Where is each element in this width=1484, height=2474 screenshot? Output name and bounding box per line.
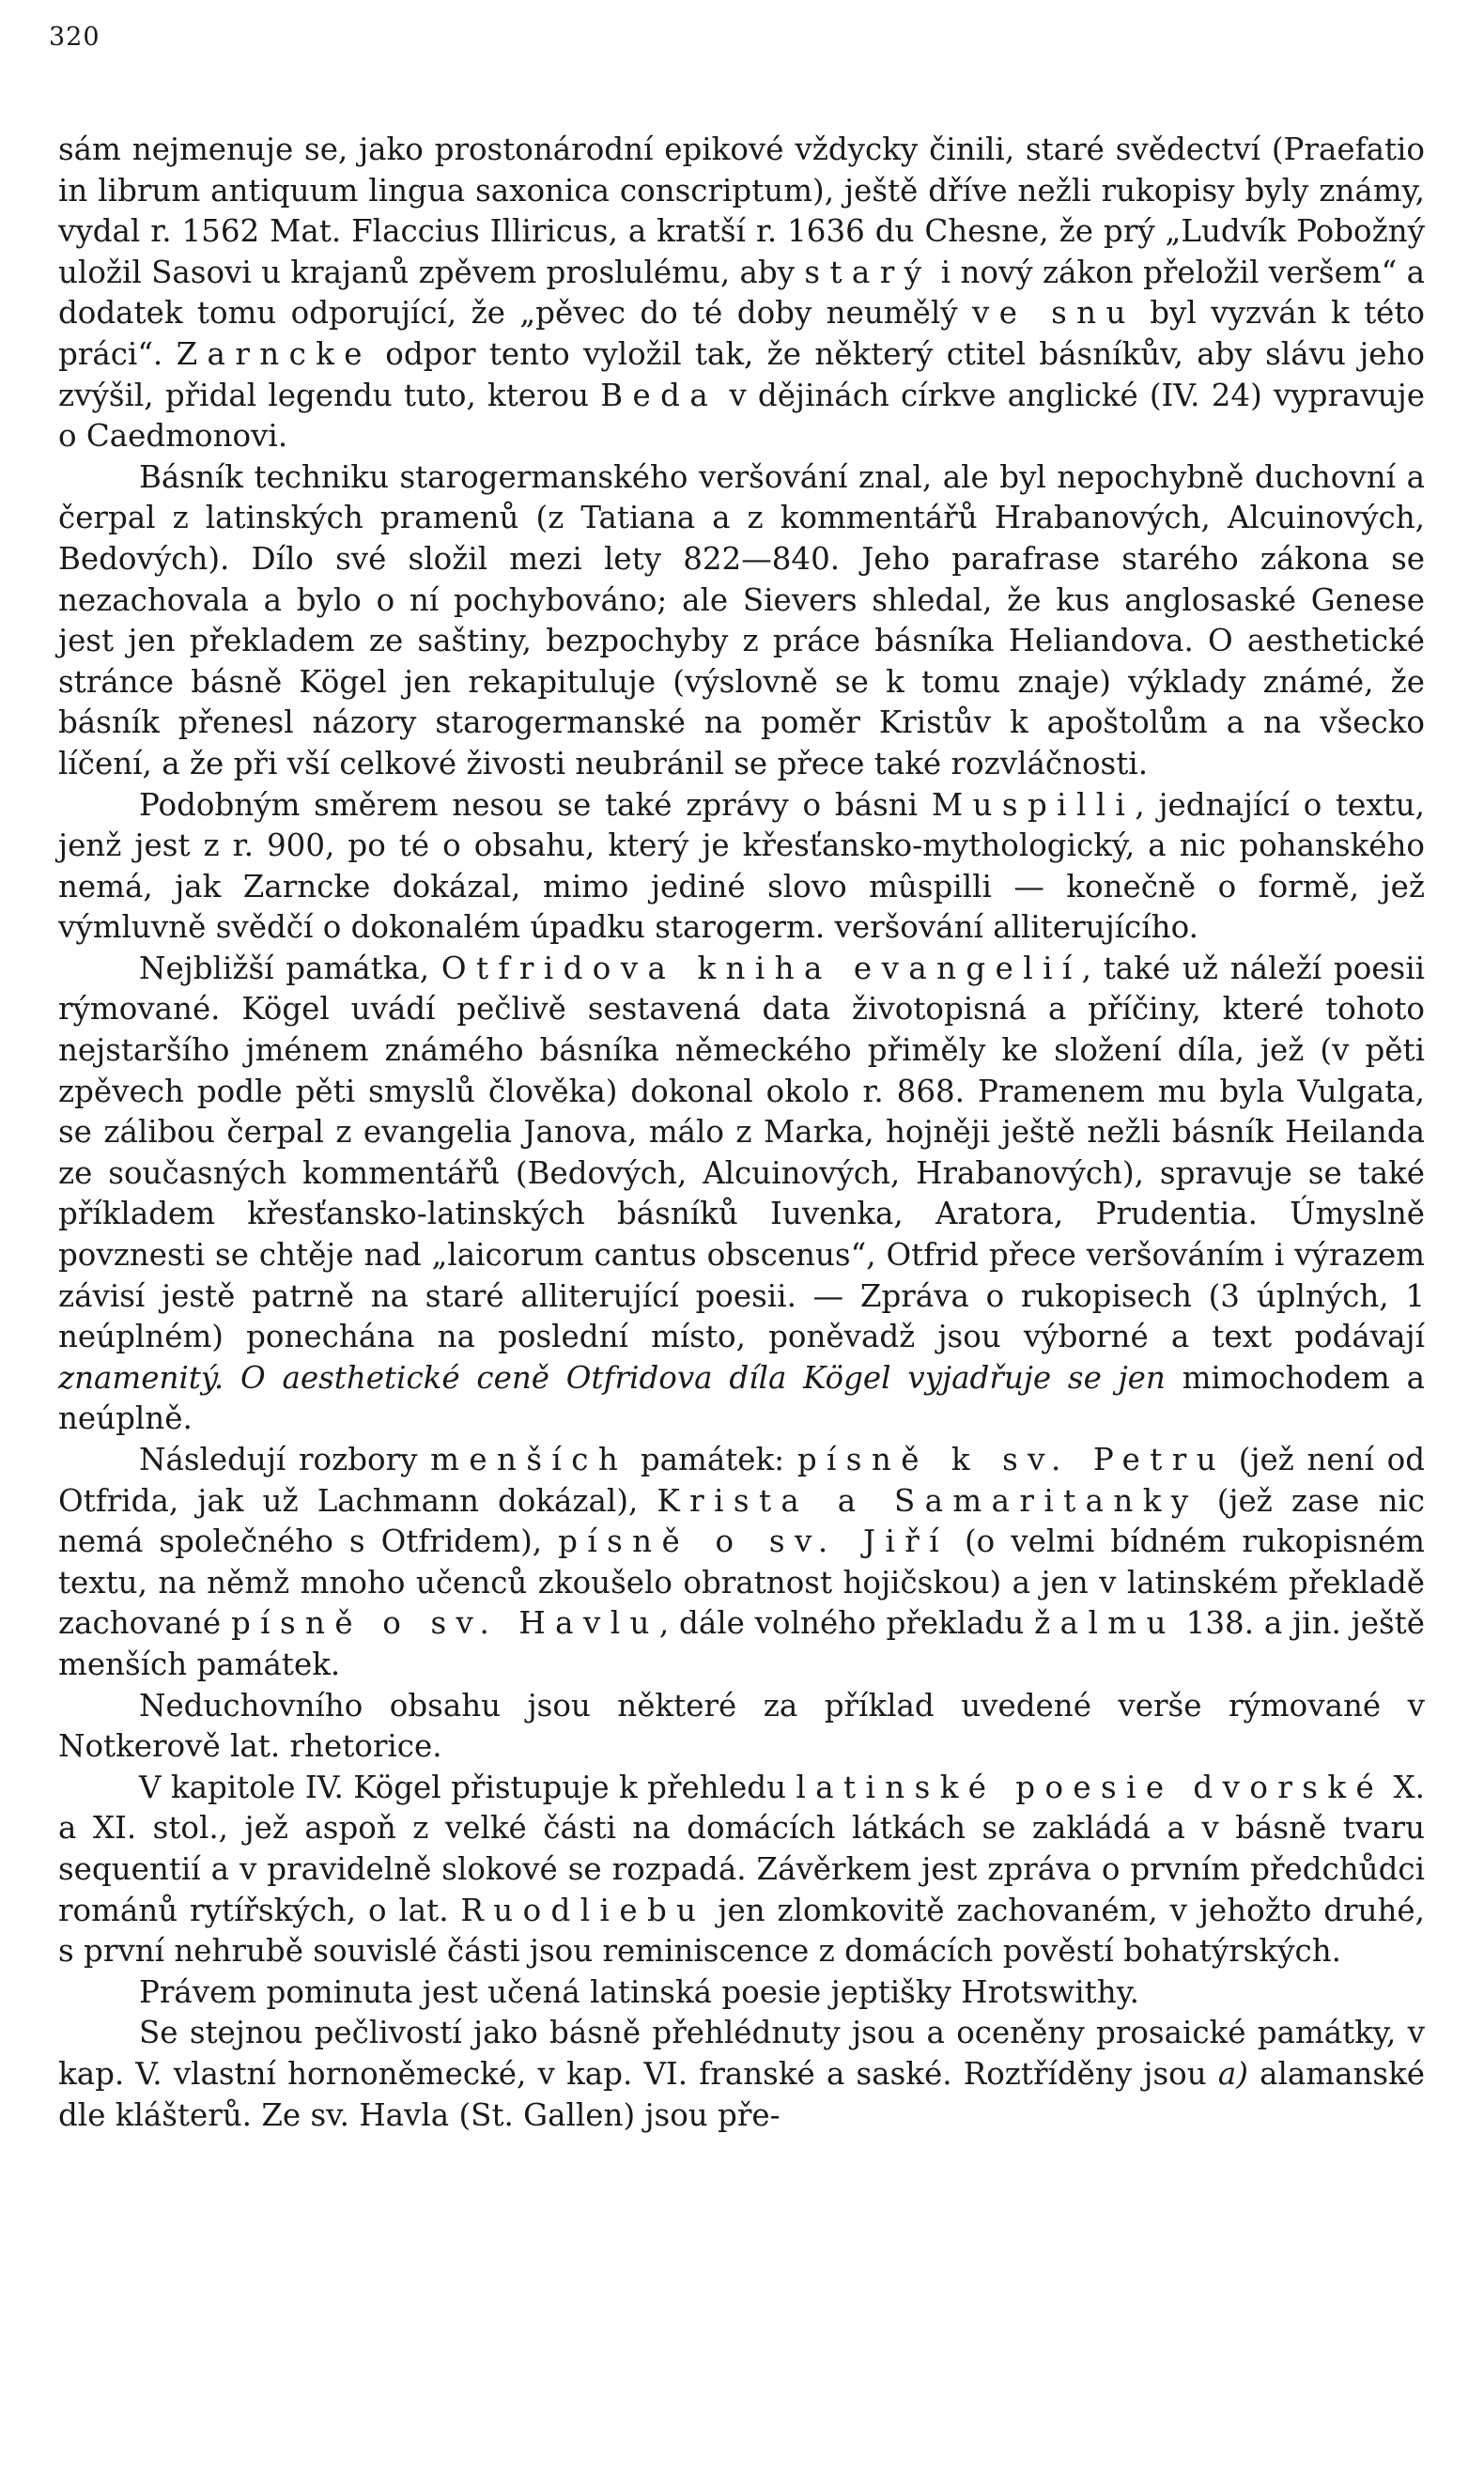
- spaced-emphasis: menších: [430, 1442, 628, 1477]
- text-run: Básník techniku starogermanského veršování znal, ale byl nepochybně duchovní a čerpal z latinských pramenů (z Tatiana a z kommentářů Hrabanových, Alcuinových, Bedových). Dílo své složil mezi lety 822—840. Jeho parafrase starého zákona se nezachovala a bylo o ní pochybováno; ale Sievers shledal, že kus anglosaské Genese jest jen překladem ze saštiny, bezpochyby z práce básníka Heliandova. O aesthetické stránce básně Kögel jen rekapituluje (výslovně se k tomu znaje) výklady známé, že básník přenesl názory starogermanské na poměr Kristův k apoštolům a na všecko líčení, a že při vší celkové živosti neubránil se přece také rozvláčnosti.: [58, 458, 1425, 781]
- text-run: (jež zase nic nemá společného s Otfridem),: [58, 1482, 1425, 1560]
- spaced-emphasis: latinské poesie dvorské: [796, 1769, 1384, 1805]
- spaced-emphasis: Zarncke: [176, 335, 372, 372]
- paragraph: [58, 949, 1425, 1440]
- spaced-emphasis: písně o sv. Havlu: [230, 1605, 659, 1642]
- spaced-emphasis: Beda: [600, 377, 719, 413]
- spaced-emphasis: žalmu: [1034, 1605, 1176, 1642]
- text-run: X. a XI. stol., jež aspoň z velké části na domácích látkách se zakládá a v básně tvaru sequentií a v pravidelně slokové se rozpadá. Závěrkem jest zpráva o prvním předchůdci románů rytířských, o lat.: [58, 1769, 1425, 1928]
- paragraph: [58, 1686, 1425, 1768]
- spaced-emphasis: písně o sv. Jiří: [558, 1523, 949, 1560]
- paragraph: [58, 2013, 1425, 2136]
- text-run: památek:: [627, 1442, 797, 1477]
- paragraph: [58, 1768, 1425, 1972]
- paragraph: [58, 1972, 1425, 2014]
- spaced-emphasis: starý: [804, 254, 932, 290]
- spaced-emphasis: Otfridova kniha evangelií: [441, 950, 1082, 986]
- paragraph: [58, 130, 1425, 457]
- text-run: v dějinách církve anglické (IV. 24) vypravuje o Caedmonovi.: [58, 377, 1425, 455]
- text-run: , také už náleží poesii rýmované. Kögel uvádí pečlivě sestavená data životopisná a příčiny, které tohoto nejstaršího jménem známého básníka německého přiměly ke složení díla, jež (v pěti zpěvech podle pěti smyslů člověka) dokonal okolo r. 868. Pramenem mu byla Vulgata, se zálibou čerpal z evangelia Janova, málo z Marka, hojněji ještě nežli básník Heilanda ze současných kommentářů (Bedových, Alcuinových, Hrabanových), spravuje se také příkladem křesťansko-latinských básníků Iuvenka, Aratora, Prudentia. Úmyslně povznesti se chtěje nad „laicorum cantus obscenus“, Otfrid přece veršováním i výrazem závisí jestě patrně na staré alliterující poesii. — Zpráva o rukopisech (3 úplných, 1 neúplném) ponechána na poslední místo, poněvadž jsou výborné a text podávají: [58, 950, 1425, 1355]
- spaced-emphasis: Ruodliebu: [460, 1892, 706, 1928]
- text-run: jen zlomkovitě zachovaném, v jehožto druhé, s první nehrubě souvislé části jsou reminiscence z domácích pověstí bohatýrských.: [58, 1892, 1426, 1970]
- text-run: Podobným směrem nesou se také zprávy o básni: [139, 786, 932, 823]
- text-run: byl vyzván k této práci“.: [58, 295, 1425, 372]
- text-run: (jež není od Otfrida, jak už Lachmann dokázal),: [58, 1442, 1426, 1519]
- paragraph: [58, 1440, 1425, 1686]
- text-run: Právem pominuta jest učená latinská poesie jeptišky Hrotswithy.: [139, 1973, 1139, 2010]
- page-body-text: [58, 130, 1425, 2136]
- spaced-emphasis: Krista a Samaritanky: [657, 1482, 1198, 1519]
- text-run: alamanské dle klášterů. Ze sv. Havla (St. Gallen) jsou pře-: [58, 2055, 1425, 2133]
- text-run: , jednající o textu, jenž jest z r. 900, po té o obsahu, který je křesťansko-mythologický, a nic pohanského nemá, jak Zarncke dokázal, mimo jediné slovo mûspilli — konečně o formě, jež výmluvně svědčí o dokonalém úpadku starogerm. veršování alliterujícího.: [58, 786, 1426, 946]
- text-run: Se stejnou pečlivostí jako básně přehlédnuty jsou a oceněny prosaické památky, v kap. V. vlastní hornoněmecké, v kap. VI. franské a saské. Roztříděny jsou: [58, 2015, 1425, 2092]
- paragraph: [58, 457, 1425, 785]
- text-run: mimochodem a neúplně.: [58, 1359, 1425, 1437]
- text-run: i nový zákon přeložil veršem“ a dodatek tomu odporující, že „pěvec do té doby neumělý: [58, 254, 1425, 332]
- text-run: Neduchovního obsahu jsou některé za příklad uvedené verše rýmované v Notkerově lat. rhetorice.: [58, 1687, 1425, 1765]
- page-number: 320: [49, 23, 100, 52]
- text-run: Následují rozbory: [139, 1442, 431, 1477]
- paragraph: [58, 785, 1425, 949]
- italic-text: znamenitý. O aesthetické ceně Otfridova díla Kögel vyjadřuje se jen: [58, 1359, 1166, 1396]
- spaced-emphasis: Muspilli: [931, 786, 1136, 823]
- text-run: sám nejmenuje se, jako prostonárodní epikové vždycky činili, staré svědectví (Praefatio in librum antiquum lingua saxonica conscriptum), ještě dříve nežli rukopisy byly známy, vydal r. 1562 Mat. Flaccius Illiricus, a kratší r. 1636 du Chesne, že prý „Ludvík Pobožný uložil Sasovi u krajanů zpěvem proslulému, aby: [58, 131, 1425, 290]
- italic-text: a): [1217, 2055, 1248, 2092]
- text-run: , dále volného překladu: [658, 1605, 1035, 1642]
- text-run: Nejbližší památka,: [139, 950, 441, 986]
- text-run: odpor tento vyložil tak, že některý ctitel básníkův, aby slávu jeho zvýšil, přidal legendu tuto, kterou: [58, 335, 1426, 413]
- text-run: (o velmi bídném rukopisném textu, na němž mnoho učenců zkoušelo obratnost hojičskou) a jen v latinském překladě zachované: [58, 1523, 1425, 1642]
- spaced-emphasis: písně k sv. Petru: [796, 1442, 1227, 1477]
- spaced-emphasis: ve snu: [971, 295, 1136, 332]
- text-run: 138. a jin. ještě menších památek.: [58, 1605, 1425, 1682]
- text-run: V kapitole IV. Kögel přistupuje k přehledu: [139, 1769, 796, 1805]
